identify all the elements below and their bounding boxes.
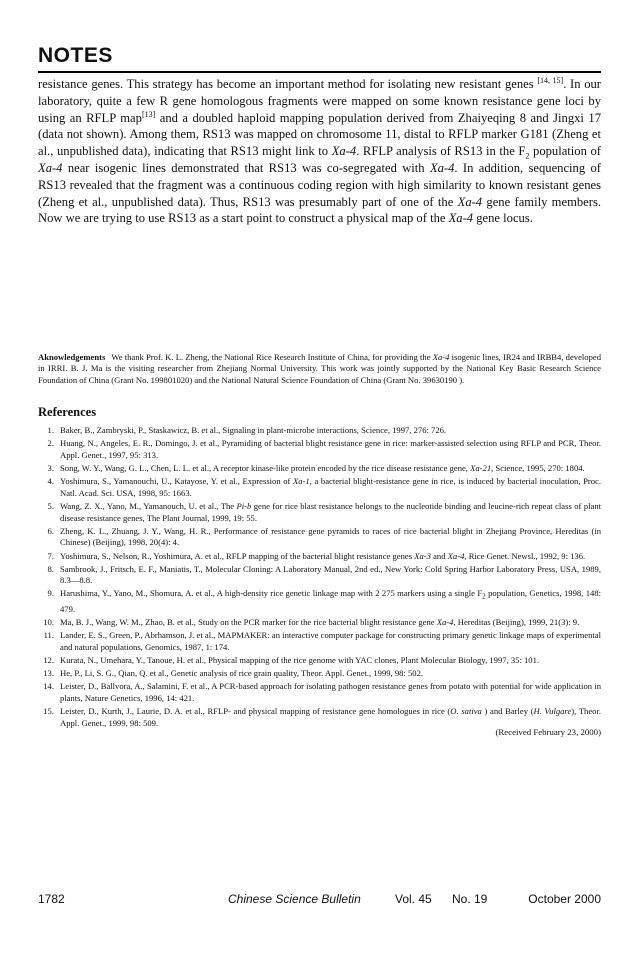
reference-number: 3. <box>47 462 54 473</box>
body-text-run: and a doubled haploid mapping population derived from Zhaiyeqing 8 and Jingxi 17 (data not shown). Among them, RS13 was mapped on chromosome 11, distal to RFLP marker G181 (Zheng et al., unpublished data), indicating that RS13 might link to <box>38 110 601 159</box>
received-date: (Received February 23, 2000) <box>495 727 601 737</box>
reference-italic: Pi-b <box>236 500 252 511</box>
acknowledgements <box>38 352 601 386</box>
body-text-run: population of <box>529 144 601 159</box>
body-text-run: . In our laboratory, quite a few R gene homologous fragments were mapped on some known resistance gene loci by using an RFLP map <box>38 77 601 125</box>
reference-item <box>38 617 601 629</box>
reference-number: 5. <box>47 500 54 511</box>
reference-italic: Xa-1 <box>293 476 310 487</box>
gene-name: Xa-4 <box>331 144 357 159</box>
gene-name: Xa-4 <box>432 352 450 362</box>
reference-number: 8. <box>47 563 54 574</box>
reference-text: Baker, B., Zambryski, P., Staskawicz, B. et al., Signaling in plant-microbe interactions, Science, 1997, 276: 726. <box>60 425 447 435</box>
reference-text: population, Genetics, 1998, 148: 479. <box>60 588 601 614</box>
reference-number: 6. <box>47 525 54 536</box>
reference-italic: Xa-3 <box>414 550 431 561</box>
reference-text: Leister, D., Kurth, J., Laurie, D. A. et al., RFLP- and physical mapping of resistance gene homologues in rice ( <box>60 706 451 717</box>
reference-text: , a bacterial blight-resistance gene in rice, is induced by bacterial inoculation, Proc. Natl. Acad. Sci. USA, 1998, 95: 1663. <box>60 476 601 498</box>
citation: [14, 15] <box>537 75 564 85</box>
reference-text: Wang, Z. X., Yano, M., Yamanouch, U. et al., The <box>60 500 237 511</box>
reference-italic: Xa-21 <box>470 462 492 473</box>
reference-number: 2. <box>47 438 54 449</box>
reference-text: Leister, D., Ballvora, A., Salamini, F. et al., A PCR-based approach for isolating pathogen resistance genes from potato with potential for wide application in plants, Nature Genetics, 1996, 14: 421. <box>60 681 601 703</box>
body-paragraph <box>38 76 601 227</box>
acknowledgements-text: We thank Prof. K. L. Zheng, the National Rice Research Institute of China, for providing the <box>111 352 433 362</box>
page-number: 1782 <box>38 892 65 906</box>
reference-list <box>38 425 601 731</box>
reference-text: Yoshimura, S., Nelson, R., Yoshimura, A. et al., RFLP mapping of the bacterial blight resistance genes <box>60 550 415 561</box>
gene-name: Xa-4 <box>448 211 474 226</box>
reference-text: ), Theor. Appl. Genet., 1999, 98: 509. <box>60 706 601 728</box>
gene-name: Xa-4 <box>457 194 483 209</box>
issue-number: No. 19 <box>452 892 488 906</box>
reference-item <box>38 526 601 549</box>
reference-item <box>38 681 601 704</box>
volume: Vol. 45 <box>395 892 432 906</box>
reference-item <box>38 630 601 653</box>
body-text-run: near isogenic lines demonstrated that RS13 was co-segregated with <box>62 160 430 175</box>
reference-item <box>38 501 601 524</box>
page-footer <box>38 892 601 908</box>
references-heading: References <box>38 405 97 419</box>
reference-item <box>38 588 601 615</box>
subscript: 2 <box>525 151 530 161</box>
gene-name: Xa-4 <box>38 160 63 175</box>
reference-number: 4. <box>47 476 54 487</box>
reference-text: Sambrook, J., Fritsch, E. F., Maniatis, T., Molecular Cloning: A Laboratory Manual, 2nd ed., New York: Cold Spring Harbor Laboratory Press, USA, 1989, 8.3—8.8. <box>60 563 601 586</box>
reference-number: 10. <box>43 616 54 627</box>
reference-text: and <box>430 550 448 561</box>
reference-italic: Xa-4 <box>436 616 454 627</box>
journal-name: Chinese Science Bulletin <box>228 892 361 906</box>
reference-number: 9. <box>47 588 54 599</box>
reference-text: Huang, N., Angeles, E. R., Domingo, J. et al., Pyramiding of bacterial blight resistance gene in rice: marker-assisted selection using RFLP and PCR, Theor. Appl. Genet., 1997, 95: 313. <box>60 438 601 460</box>
acknowledgements-label: Aknowledgements <box>38 352 106 362</box>
body-text-run: gene locus. <box>473 211 533 226</box>
reference-item <box>38 551 601 563</box>
section-title: NOTES <box>38 44 113 67</box>
reference-italic: Xa-4 <box>447 550 465 561</box>
reference-text: gene for rice blast resistance belongs to the nucleotide binding and leucine-rich repeat class of plant disease resistance genes, The Plant Journal, 1999, 19: 55. <box>60 500 601 523</box>
reference-text: Kurata, N., Umehara, Y., Tanoue, H. et al., Physical mapping of the rice genome with YAC clones, Plant Molecular Biology, 1997, 35: 101. <box>60 654 540 665</box>
body-text-run: . RFLP analysis of RS13 in the F <box>356 144 526 159</box>
header-rule <box>38 71 601 73</box>
reference-number: 15. <box>43 706 54 717</box>
reference-text: Harushima, Y., Yano, M., Shomura, A. et al., A high-density rice genetic linkage map with 2 275 markers using a single F <box>60 588 483 599</box>
reference-text: , Rice Genet. Newsl., 1992, 9: 136. <box>464 550 586 561</box>
reference-item <box>38 706 601 729</box>
reference-text: , Science, 1995, 270: 1804. <box>491 462 585 473</box>
reference-text: Lander, E. S., Green, P., Abrhamson, J. et al., MAPMAKER: an interactive computer package for constructing primary genetic linkage maps of experimental and natural populations, Genomics, 1987, 1: 174. <box>60 630 601 652</box>
reference-item <box>38 463 601 475</box>
reference-item <box>38 425 601 437</box>
reference-number: 12. <box>43 654 54 665</box>
reference-text: , Hereditas (Beijing), 1999, 21(3): 9. <box>453 616 580 627</box>
reference-item <box>38 564 601 587</box>
reference-number: 7. <box>47 550 54 561</box>
reference-number: 14. <box>43 681 54 692</box>
reference-number: 13. <box>43 668 54 679</box>
reference-item <box>38 668 601 680</box>
body-text-run: . In addition, sequencing of RS13 revealed that the fragment was a continuous coding region with high similarity to known resistant genes (Zheng et al., unpublished data). Thus, RS13 was presumably part of one of the <box>38 160 601 209</box>
gene-name: Xa-4 <box>429 160 455 175</box>
reference-item <box>38 476 601 499</box>
reference-number: 1. <box>47 425 54 435</box>
body-text-run: gene family members. Now we are trying to use RS13 as a start point to construct a physical map of the <box>38 194 601 226</box>
issue-date: October 2000 <box>528 892 601 906</box>
reference-italic: O. sativa <box>450 706 482 717</box>
reference-text: Ma, B. J., Wang, W. M., Zhao, B. et al., Study on the PCR marker for the rice bacterial blight resistance gene <box>60 616 437 627</box>
reference-item <box>38 655 601 667</box>
reference-item <box>38 438 601 461</box>
citation: [13] <box>141 109 156 119</box>
reference-text: Zheng, K. L., Zhuang, J. Y., Wang, H. R., Performance of resistance gene pyramids to races of rice bacterial blight in Zhejiang Province, Hereditas (in Chinese) (Beijing), 1998, 20(4): 4. <box>60 525 601 548</box>
reference-text: Song, W. Y., Wang, G. L., Chen, L. L. et al., A receptor kinase-like protein encoded by the rice disease resistance gene, <box>60 462 471 473</box>
reference-text: Yoshimura, S., Yamanouchi, U., Katayose, Y. et al., Expression of <box>60 476 294 487</box>
reference-number: 11. <box>43 630 54 641</box>
acknowledgements-text: isogenic lines, IR24 and IRBB4, developed in IRRI. B. J. Ma is the visiting researcher from Zhejiang Normal University. This work was jointly supported by the National Key Basic Research Science Foundation of China (Grant No. 199801020) and the National Natural Science Foundation of China (Grant No. 39630190 ). <box>38 352 601 385</box>
subscript: 2 <box>482 593 486 602</box>
reference-text: ) and Barley ( <box>481 706 534 717</box>
reference-text: He, P., Li, S. G., Qian, Q. et al., Genetic analysis of rice grain quality, Theor. Appl. Genet., 1999, 98: 502. <box>60 668 424 679</box>
reference-italic: H. Vulgare <box>533 706 572 717</box>
body-text-run: resistance genes. This strategy has become an important method for isolating new resistant genes <box>38 77 538 91</box>
